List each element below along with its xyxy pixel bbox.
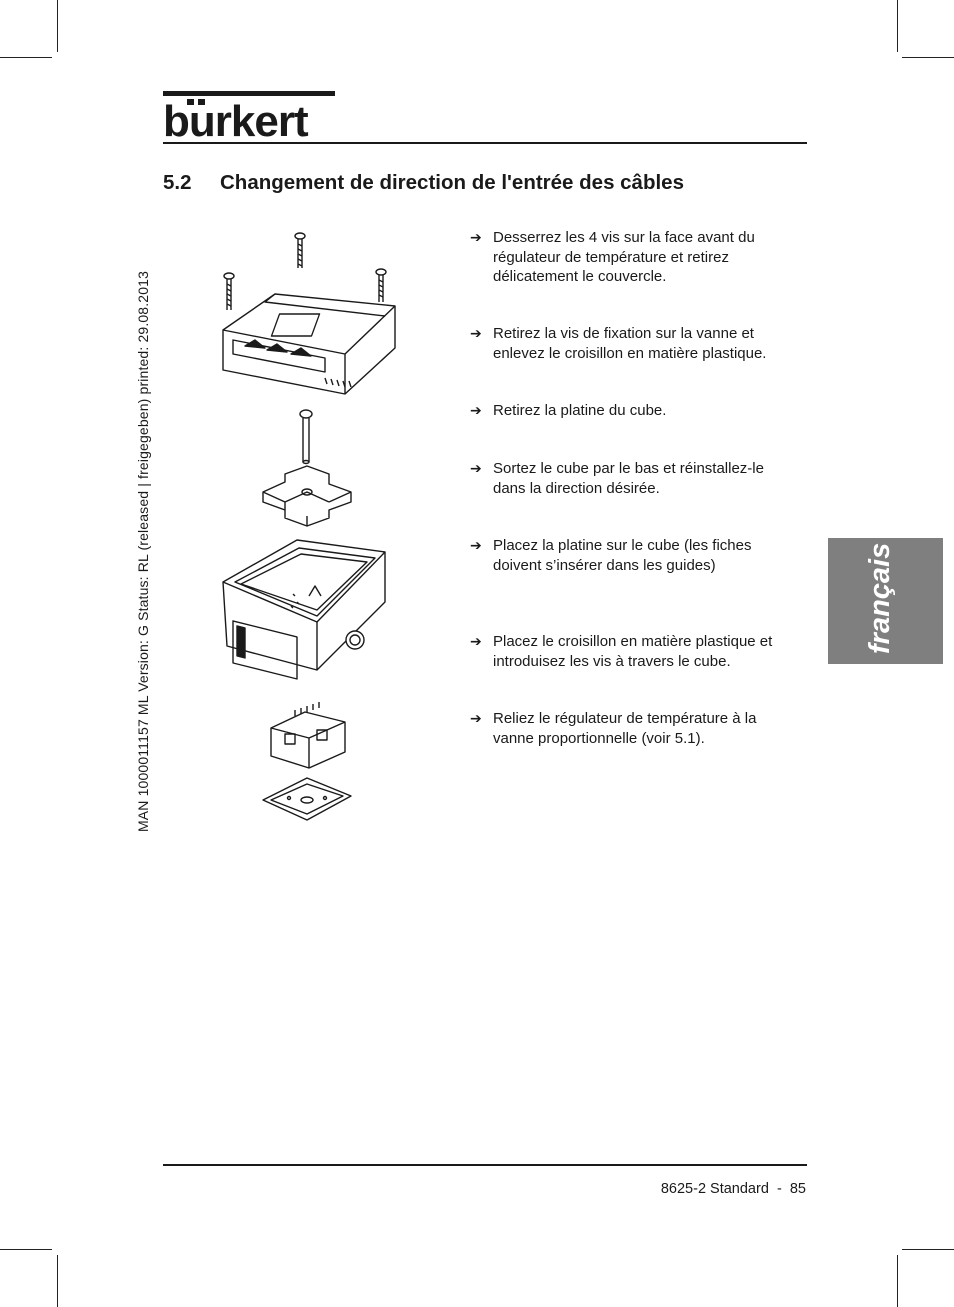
header-rule (163, 142, 807, 144)
arrow-right-icon: ➔ (470, 325, 482, 341)
crop-mark (897, 0, 898, 52)
step-text: Sortez le cube par le bas et réinstallez-le dans la direction désirée. (493, 460, 764, 497)
language-tab (828, 538, 943, 664)
instruction-step (470, 709, 800, 748)
arrow-right-icon: ➔ (470, 633, 482, 649)
section-title: Changement de direction de l'entrée des câbles (220, 171, 684, 194)
instruction-step (470, 401, 800, 421)
gasket-plate (263, 778, 351, 820)
instruction-step (470, 228, 800, 287)
crop-mark (57, 1255, 58, 1307)
arrow-right-icon: ➔ (470, 402, 482, 418)
screw-icon (295, 233, 305, 268)
section-heading (163, 171, 684, 195)
cable-cube (223, 540, 385, 679)
instruction-step (470, 632, 800, 671)
step-text: Retirez la vis de fixation sur la vanne et enlevez le croisillon en matière plastique. (493, 325, 767, 362)
page-footer (661, 1181, 806, 1197)
instruction-step (470, 324, 800, 363)
svg-text:burkert: burkert (163, 97, 308, 140)
footer-doc-name: 8625-2 Standard (660, 1181, 769, 1197)
arrow-right-icon: ➔ (470, 710, 482, 726)
instruction-step (470, 536, 800, 575)
instruction-step (470, 459, 800, 498)
crop-mark (0, 1249, 52, 1250)
arrow-right-icon: ➔ (470, 229, 482, 245)
crop-mark (0, 57, 52, 58)
fixation-screw-icon (300, 410, 312, 464)
footer-separator: - (776, 1181, 782, 1197)
screw-icon (376, 269, 386, 302)
crop-mark (902, 57, 954, 58)
exploded-view-illustration (205, 222, 405, 832)
step-text: Reliez le régulateur de température à la vanne proportionnelle (voir 5.1). (493, 710, 757, 747)
step-text: Desserrez les 4 vis sur la face avant du régulateur de température et retirez délicatement le couvercle. (493, 229, 755, 285)
board (271, 702, 345, 768)
screw-icon (224, 273, 234, 310)
crop-mark (902, 1249, 954, 1250)
arrow-right-icon: ➔ (470, 537, 482, 553)
footer-rule (163, 1164, 807, 1166)
language-tab-label: français (864, 542, 896, 654)
section-number: 5.2 (163, 171, 192, 194)
burkert-logo (163, 88, 335, 140)
step-text: Retirez la platine du cube. (493, 402, 667, 419)
crop-mark (897, 1255, 898, 1307)
arrow-right-icon: ➔ (470, 460, 482, 476)
document-meta-vertical: MAN 1000011157 ML Version: G Status: RL (released | freigegeben) printed: 29.08.2013 (135, 270, 151, 832)
controller-cover (223, 294, 395, 394)
page-number: 85 (789, 1181, 806, 1197)
plastic-cross (263, 466, 351, 526)
step-text: Placez le croisillon en matière plastique et introduisez les vis à travers le cube. (493, 633, 773, 670)
crop-mark (57, 0, 58, 52)
step-text: Placez la platine sur le cube (les fiches doivent s’insérer dans les guides) (493, 537, 752, 574)
